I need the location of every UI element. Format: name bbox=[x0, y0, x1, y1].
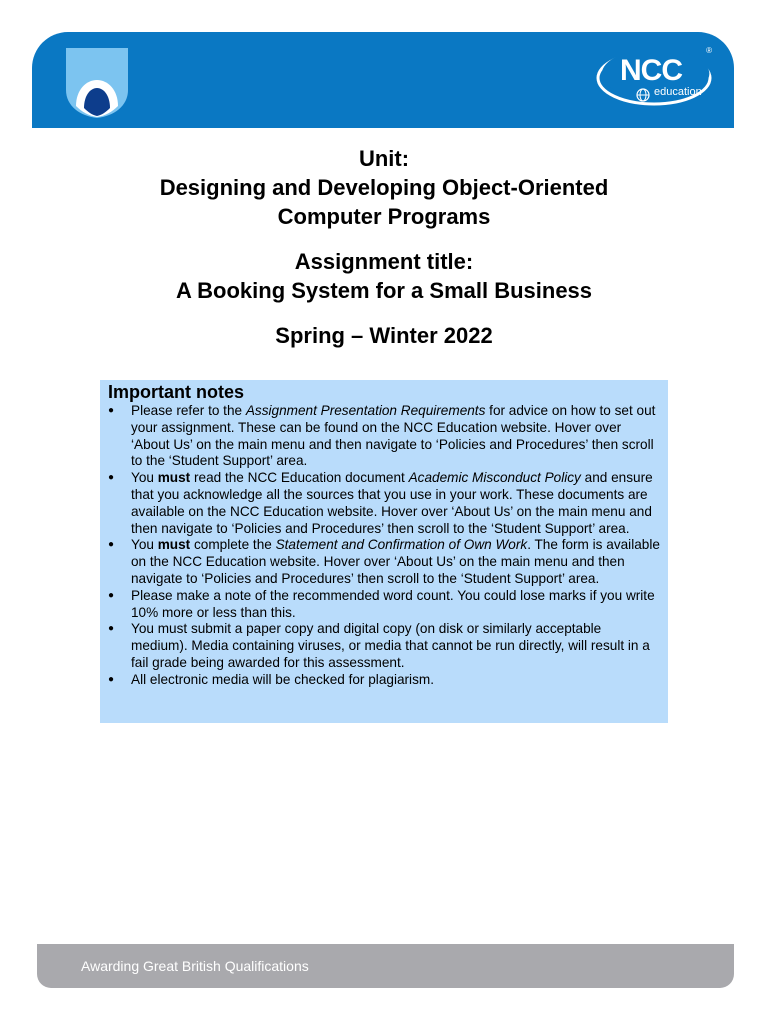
ncc-brand-text: NCC bbox=[620, 54, 682, 87]
bullet-icon: ● bbox=[108, 673, 115, 685]
bullet-icon: ● bbox=[108, 589, 115, 601]
note-text-segment: must bbox=[157, 537, 191, 553]
ncc-education-logo bbox=[594, 48, 714, 110]
note-text-segment: read the NCC Education document bbox=[190, 470, 409, 486]
term-title: Spring – Winter 2022 bbox=[275, 323, 493, 348]
note-text-segment: . The form is available on the NCC Education website. Hover over ‘About Us’ on the main menu and then navigate to ‘Policies and Procedures’ then scroll to the ‘Student Support’ area. bbox=[131, 537, 660, 586]
shield-logo-icon bbox=[64, 46, 130, 120]
bullet-icon: ● bbox=[108, 472, 115, 484]
note-text-segment: complete the bbox=[190, 537, 276, 553]
unit-label: Unit: bbox=[358, 146, 410, 171]
note-item bbox=[108, 537, 668, 587]
note-item bbox=[108, 672, 668, 689]
note-text-segment: You must submit a paper copy and digital copy (on disk or similarly acceptable medium). Media containing viruses, or media that cannot be run directly, will result in a fail grade being awarded for this assessment. bbox=[131, 621, 650, 670]
assignment-label: Assignment title: bbox=[294, 249, 474, 274]
note-item bbox=[108, 470, 668, 537]
notes-heading: Important notes bbox=[108, 382, 245, 402]
note-text-segment: Please make a note of the recommended word count. You could lose marks if you write 10% more or less than this. bbox=[131, 587, 655, 620]
footer-bar bbox=[37, 944, 734, 988]
header-banner bbox=[32, 32, 734, 128]
note-item bbox=[108, 403, 668, 470]
bullet-icon: ● bbox=[108, 405, 115, 416]
ncc-brand-sub: education bbox=[654, 86, 702, 98]
note-text-segment: and ensure that you acknowledge all the sources that you use in your work. These documents are available on the NCC Education website. Hover over ‘About Us’ on the main menu and then navigate to ‘Policies and Procedures’ then scroll to the ‘Student Support’ area. bbox=[131, 470, 653, 536]
note-item bbox=[108, 621, 668, 671]
note-text-segment: for advice on how to set out your assignment. These can be found on the NCC Education website. Hover over ‘About Us’ on the main menu and then navigate to ‘Policies and Procedures’ then scroll to the ‘Student Support’ area. bbox=[131, 403, 656, 469]
note-text-segment: must bbox=[157, 470, 191, 486]
note-text-segment: Assignment Presentation Requirements bbox=[245, 403, 486, 418]
footer-tagline: Awarding Great British Qualifications bbox=[81, 958, 309, 974]
note-text-segment: Please refer to the bbox=[131, 403, 246, 418]
bullet-icon: ● bbox=[108, 539, 115, 551]
unit-block bbox=[0, 144, 768, 231]
note-text-segment: Academic Misconduct Policy bbox=[408, 470, 581, 486]
notes-list bbox=[108, 403, 668, 689]
registered-mark: ® bbox=[706, 46, 712, 55]
globe-icon bbox=[636, 88, 650, 102]
note-text-segment: You bbox=[131, 470, 158, 486]
unit-name-line1: Designing and Developing Object-Oriented bbox=[159, 175, 609, 200]
assignment-name: A Booking System for a Small Business bbox=[175, 278, 593, 303]
bullet-icon: ● bbox=[108, 623, 115, 635]
assignment-block bbox=[0, 247, 768, 305]
important-notes-box bbox=[100, 380, 668, 723]
title-block bbox=[0, 144, 768, 350]
unit-name-line2: Computer Programs bbox=[277, 204, 491, 229]
note-item bbox=[108, 588, 668, 622]
note-text-segment: Statement and Confirmation of Own Work bbox=[275, 537, 528, 553]
note-text-segment: You bbox=[131, 537, 158, 553]
note-text-segment: All electronic media will be checked for plagiarism. bbox=[131, 671, 434, 687]
